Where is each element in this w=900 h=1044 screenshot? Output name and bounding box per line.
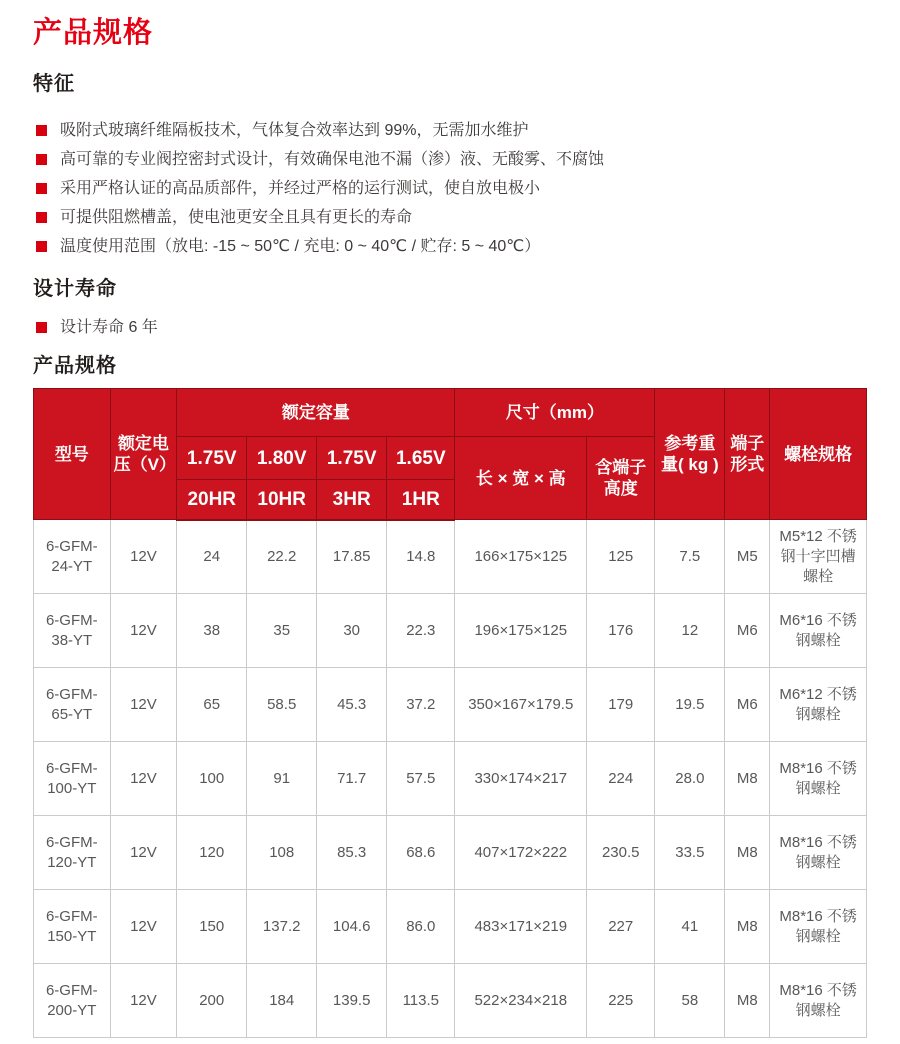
cell-dimensions: 330×174×217 (455, 742, 587, 816)
design-life-heading: 设计寿命 (33, 278, 117, 300)
cell-bolt-spec: M5*12 不锈钢十字凹槽螺栓 (770, 520, 867, 594)
cell-cap-10hr: 91 (247, 742, 317, 816)
cell-cap-3hr: 139.5 (317, 964, 387, 1038)
cell-cap-1hr: 113.5 (387, 964, 455, 1038)
list-item (33, 145, 867, 174)
cell-terminal-type: M5 (725, 520, 770, 594)
cell-dimensions: 196×175×125 (455, 594, 587, 668)
header-dim-lwh: 长 × 宽 × 高 (455, 437, 587, 520)
cell-cap-1hr: 37.2 (387, 668, 455, 742)
spec-table-body (34, 520, 867, 1038)
cell-voltage: 12V (110, 594, 177, 668)
cell-dimensions: 407×172×222 (455, 816, 587, 890)
cell-model: 6-GFM-65-YT (34, 668, 111, 742)
cell-weight: 12 (655, 594, 725, 668)
list-item-text: 高可靠的专业阀控密封式设计，有效确保电池不漏（渗）液、无酸雾、不腐蚀 (60, 151, 605, 168)
bullet-square-icon (36, 322, 47, 333)
header-cap-rate: 1HR (387, 480, 455, 520)
header-weight: 参考重量( kg ) (655, 389, 725, 520)
header-capacity-group: 额定容量 (177, 389, 455, 437)
cell-cap-3hr: 71.7 (317, 742, 387, 816)
cell-terminal-height: 176 (587, 594, 655, 668)
cell-model: 6-GFM-200-YT (34, 964, 111, 1038)
cell-model: 6-GFM-38-YT (34, 594, 111, 668)
cell-cap-1hr: 57.5 (387, 742, 455, 816)
header-cap-voltage: 1.75V (177, 437, 247, 480)
cell-cap-10hr: 184 (247, 964, 317, 1038)
bullet-square-icon (36, 212, 47, 223)
bullet-square-icon (36, 125, 47, 136)
cell-bolt-spec: M6*12 不锈钢螺栓 (770, 668, 867, 742)
features-list (33, 116, 867, 261)
header-bolt: 螺栓规格 (770, 389, 867, 520)
cell-cap-3hr: 104.6 (317, 890, 387, 964)
cell-cap-20hr: 38 (177, 594, 247, 668)
header-cap-voltage: 1.65V (387, 437, 455, 480)
cell-dimensions: 350×167×179.5 (455, 668, 587, 742)
cell-dimensions: 483×171×219 (455, 890, 587, 964)
cell-terminal-height: 224 (587, 742, 655, 816)
cell-cap-3hr: 85.3 (317, 816, 387, 890)
table-row (34, 964, 867, 1038)
cell-bolt-spec: M8*16 不锈钢螺栓 (770, 890, 867, 964)
cell-cap-10hr: 137.2 (247, 890, 317, 964)
list-item (33, 232, 867, 261)
cell-terminal-type: M6 (725, 594, 770, 668)
header-terminal: 端子形式 (725, 389, 770, 520)
cell-voltage: 12V (110, 668, 177, 742)
cell-cap-20hr: 200 (177, 964, 247, 1038)
features-heading: 特征 (33, 73, 75, 95)
cell-terminal-type: M8 (725, 964, 770, 1038)
table-row (34, 668, 867, 742)
cell-terminal-type: M8 (725, 890, 770, 964)
cell-terminal-height: 225 (587, 964, 655, 1038)
cell-terminal-height: 125 (587, 520, 655, 594)
cell-bolt-spec: M8*16 不锈钢螺栓 (770, 742, 867, 816)
cell-bolt-spec: M8*16 不锈钢螺栓 (770, 816, 867, 890)
header-cap-rate: 20HR (177, 480, 247, 520)
cell-terminal-type: M6 (725, 668, 770, 742)
cell-voltage: 12V (110, 964, 177, 1038)
cell-terminal-type: M8 (725, 816, 770, 890)
cell-model: 6-GFM-100-YT (34, 742, 111, 816)
list-item (33, 313, 867, 342)
cell-voltage: 12V (110, 816, 177, 890)
table-row (34, 742, 867, 816)
cell-voltage: 12V (110, 742, 177, 816)
list-item-text: 可提供阻燃槽盖，使电池更安全且具有更长的寿命 (60, 209, 413, 226)
list-item-text: 设计寿命 6 年 (60, 319, 158, 336)
cell-model: 6-GFM-150-YT (34, 890, 111, 964)
cell-weight: 33.5 (655, 816, 725, 890)
cell-terminal-height: 227 (587, 890, 655, 964)
cell-cap-20hr: 24 (177, 520, 247, 594)
design-life-list (33, 313, 867, 342)
cell-terminal-type: M8 (725, 742, 770, 816)
page-title: 产品规格 (33, 17, 154, 49)
cell-cap-1hr: 22.3 (387, 594, 455, 668)
list-item-text: 采用严格认证的高品质部件，并经过严格的运行测试，使自放电极小 (60, 180, 541, 197)
spec-table-header (34, 389, 867, 520)
cell-weight: 19.5 (655, 668, 725, 742)
table-row (34, 816, 867, 890)
table-row (34, 520, 867, 594)
cell-model: 6-GFM-24-YT (34, 520, 111, 594)
cell-cap-20hr: 100 (177, 742, 247, 816)
cell-cap-10hr: 22.2 (247, 520, 317, 594)
header-cap-voltage: 1.75V (317, 437, 387, 480)
spec-table (33, 388, 867, 1038)
cell-weight: 28.0 (655, 742, 725, 816)
table-row (34, 594, 867, 668)
bullet-square-icon (36, 183, 47, 194)
cell-terminal-height: 230.5 (587, 816, 655, 890)
list-item-text: 吸附式玻璃纤维隔板技术，气体复合效率达到 99%，无需加水维护 (60, 122, 529, 139)
cell-weight: 41 (655, 890, 725, 964)
cell-cap-10hr: 58.5 (247, 668, 317, 742)
header-cap-voltage: 1.80V (247, 437, 317, 480)
header-model: 型号 (34, 389, 111, 520)
cell-weight: 58 (655, 964, 725, 1038)
list-item (33, 116, 867, 145)
cell-weight: 7.5 (655, 520, 725, 594)
cell-model: 6-GFM-120-YT (34, 816, 111, 890)
header-cap-rate: 10HR (247, 480, 317, 520)
cell-cap-3hr: 17.85 (317, 520, 387, 594)
header-cap-rate: 3HR (317, 480, 387, 520)
header-dimension-group: 尺寸（mm） (455, 389, 655, 437)
specs-heading: 产品规格 (33, 355, 117, 377)
header-voltage: 额定电压（V） (110, 389, 177, 520)
cell-cap-10hr: 35 (247, 594, 317, 668)
list-item (33, 203, 867, 232)
cell-cap-20hr: 120 (177, 816, 247, 890)
cell-cap-1hr: 86.0 (387, 890, 455, 964)
header-dim-terminal: 含端子高度 (587, 437, 655, 520)
cell-bolt-spec: M8*16 不锈钢螺栓 (770, 964, 867, 1038)
bullet-square-icon (36, 154, 47, 165)
cell-cap-3hr: 30 (317, 594, 387, 668)
cell-cap-1hr: 68.6 (387, 816, 455, 890)
cell-cap-3hr: 45.3 (317, 668, 387, 742)
cell-dimensions: 166×175×125 (455, 520, 587, 594)
list-item (33, 174, 867, 203)
cell-terminal-height: 179 (587, 668, 655, 742)
cell-dimensions: 522×234×218 (455, 964, 587, 1038)
cell-cap-20hr: 150 (177, 890, 247, 964)
cell-cap-1hr: 14.8 (387, 520, 455, 594)
table-row (34, 890, 867, 964)
cell-cap-20hr: 65 (177, 668, 247, 742)
cell-voltage: 12V (110, 890, 177, 964)
bullet-square-icon (36, 241, 47, 252)
cell-voltage: 12V (110, 520, 177, 594)
cell-bolt-spec: M6*16 不锈钢螺栓 (770, 594, 867, 668)
cell-cap-10hr: 108 (247, 816, 317, 890)
list-item-text: 温度使用范围（放电: -15 ~ 50℃ / 充电: 0 ~ 40℃ / 贮存: 5 ~ 40℃） (60, 238, 541, 255)
